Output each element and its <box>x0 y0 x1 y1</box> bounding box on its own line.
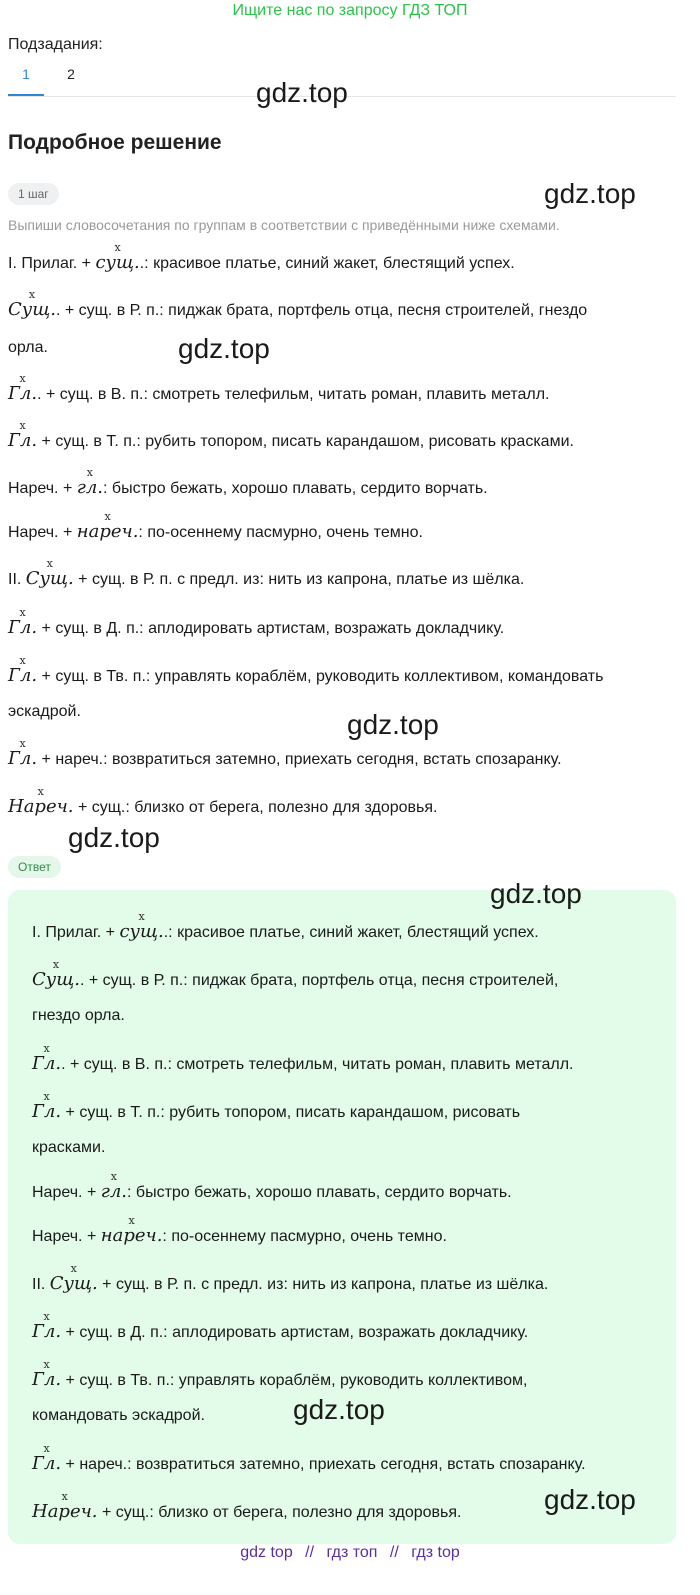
watermark: gdz.top <box>490 878 582 909</box>
solution-line: x Гл. + нареч.: возвратиться затемно, приехать сегодня, встать спозаранку. <box>8 737 562 769</box>
answer-line: x Гл.. + сущ. в В. п.: смотреть телефильм, читать роман, плавить металл. <box>32 1042 574 1074</box>
phrase-head: x Сущ. <box>8 288 56 320</box>
solution-line-wrap: орла. <box>8 339 48 356</box>
answer-line: x Гл. + сущ. в Тв. п.: управлять кораблём, руководить коллективом, <box>32 1358 528 1390</box>
answer-line-wrap: гнездо орла. <box>32 1007 125 1024</box>
answer-line: x Гл. + сущ. в Д. п.: аплодировать артистам, возражать докладчику. <box>32 1310 529 1342</box>
solution-line: x Гл.. + сущ. в В. п.: смотреть телефильм, читать роман, плавить металл. <box>8 372 550 404</box>
search-banner: Ищите нас по запросу ГДЗ ТОП <box>232 2 468 19</box>
answer-line: x Гл. + сущ. в Т. п.: рубить топором, писать карандашом, рисовать <box>32 1090 521 1122</box>
footer-link[interactable]: gdz top <box>240 1544 293 1561</box>
phrase-head: x Гл. <box>32 1310 62 1342</box>
watermark: gdz.top <box>544 1484 636 1515</box>
phrase-head: x Гл. <box>32 1442 62 1474</box>
watermark: gdz.top <box>68 822 160 853</box>
footer-link[interactable]: гдз top <box>411 1544 460 1561</box>
footer-link[interactable]: гдз топ <box>326 1544 378 1561</box>
answer-line: Нареч. + x нареч.: по-осеннему пасмурно, очень темно. <box>32 1214 447 1246</box>
section-title: Подробное решение <box>8 131 222 154</box>
solution-line: x Сущ.. + сущ. в Р. п.: пиджак брата, портфель отца, песня строителей, гнездо <box>8 288 588 320</box>
tab-subtask-2[interactable]: 2 <box>67 66 75 82</box>
phrase-head: x Гл. <box>8 606 38 638</box>
solution-line: I. Прилаг. + x сущ..: красивое платье, синий жакет, блестящий успех. <box>8 241 515 273</box>
step-badge: 1 шаг <box>8 183 59 205</box>
solution-line-wrap: эскадрой. <box>8 703 81 720</box>
answer-line: x Гл. + нареч.: возвратиться затемно, приехать сегодня, встать спозаранку. <box>32 1442 586 1474</box>
phrase-head: x нареч. <box>76 510 139 542</box>
answer-line: x Сущ.. + сущ. в Р. п.: пиджак брата, портфель отца, песня строителей, <box>32 958 559 990</box>
solution-line: Нареч. + x нареч.: по-осеннему пасмурно, очень темно. <box>8 510 423 542</box>
answer-box <box>8 890 676 1544</box>
solution-line: x Гл. + сущ. в Д. п.: аплодировать артистам, возражать докладчику. <box>8 606 505 638</box>
watermark: gdz.top <box>544 178 636 209</box>
solution-line: x Гл. + сущ. в Тв. п.: управлять кораблём, руководить коллективом, командовать <box>8 654 604 686</box>
footer-separator: // <box>305 1544 315 1561</box>
phrase-head: x нареч. <box>100 1214 163 1246</box>
answer-line: Нареч. + x гл.: быстро бежать, хорошо плавать, сердито ворчать. <box>32 1170 512 1202</box>
solution-line: x Нареч. + сущ.: близко от берега, полезно для здоровья. <box>8 785 438 817</box>
phrase-head: x Гл. <box>8 419 38 451</box>
phrase-head: x сущ. <box>119 910 164 942</box>
watermark: gdz.top <box>256 77 348 108</box>
answer-line-wrap: командовать эскадрой. <box>32 1407 205 1424</box>
answer-line-wrap: красками. <box>32 1139 106 1156</box>
task-hint: Выпиши словосочетания по группам в соответствии с приведёнными ниже схемами. <box>8 217 560 233</box>
subtasks-label: Подзадания: <box>8 36 103 53</box>
answer-badge: Ответ <box>8 856 61 878</box>
phrase-head: x Нареч. <box>32 1490 98 1522</box>
phrase-head: x Гл. <box>32 1090 62 1122</box>
watermark: gdz.top <box>347 709 439 740</box>
phrase-head: x Сущ. <box>32 958 80 990</box>
phrase-head: x сущ. <box>95 241 140 273</box>
phrase-head: x гл. <box>76 466 104 498</box>
phrase-head: x Гл. <box>8 372 38 404</box>
footer-links <box>0 1544 700 1562</box>
footer-separator: // <box>389 1544 399 1561</box>
phrase-head: x Гл. <box>8 737 38 769</box>
phrase-head: x Гл. <box>8 654 38 686</box>
answer-line: x Нареч. + сущ.: близко от берега, полезно для здоровья. <box>32 1490 462 1522</box>
phrase-head: x гл. <box>100 1170 128 1202</box>
tab-subtask-1[interactable]: 1 <box>8 66 44 96</box>
phrase-head: x Гл. <box>32 1042 62 1074</box>
solution-line: x Гл. + сущ. в Т. п.: рубить топором, писать карандашом, рисовать красками. <box>8 419 574 451</box>
answer-line: I. Прилаг. + x сущ..: красивое платье, синий жакет, блестящий успех. <box>32 910 539 942</box>
solution-line: Нареч. + x гл.: быстро бежать, хорошо плавать, сердито ворчать. <box>8 466 488 498</box>
phrase-head: x Гл. <box>32 1358 62 1390</box>
solution-line: II. x Сущ. + сущ. в Р. п. с предл. из: нить из капрона, платье из шёлка. <box>8 557 525 589</box>
watermark: gdz.top <box>178 333 270 364</box>
phrase-head: x Сущ. <box>49 1262 98 1294</box>
phrase-head: x Нареч. <box>8 785 74 817</box>
watermark: gdz.top <box>293 1394 385 1425</box>
answer-line: II. x Сущ. + сущ. в Р. п. с предл. из: нить из капрона, платье из шёлка. <box>32 1262 549 1294</box>
phrase-head: x Сущ. <box>25 557 74 589</box>
